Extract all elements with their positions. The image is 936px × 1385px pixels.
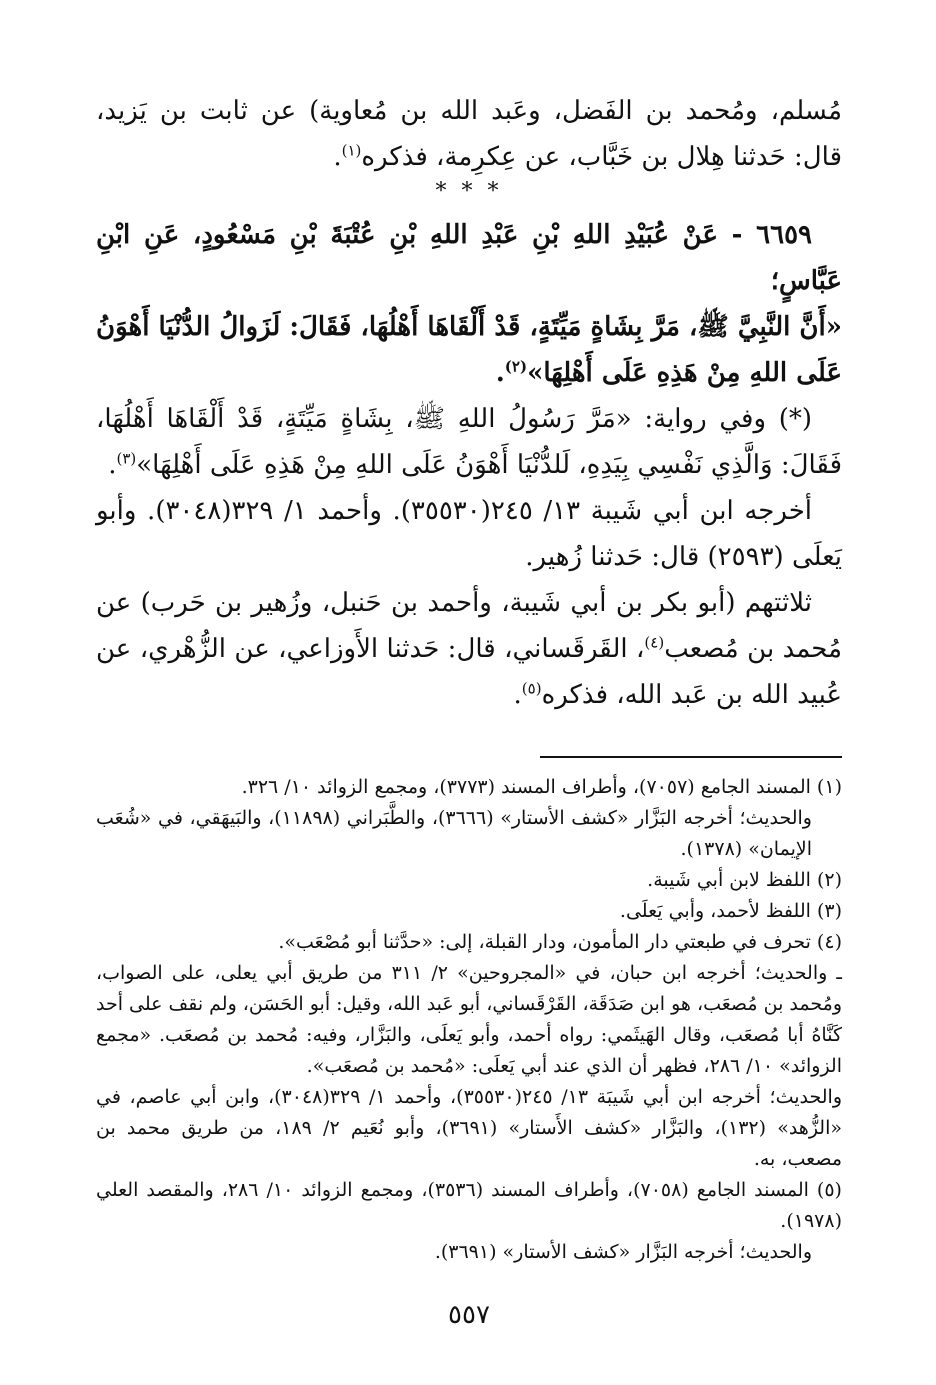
isnad-part-a: ثلاثتهم (أبو بكر بن أبي شَيبة، وأحمد بن حَنبل، وزُهير بن حَرب) عن مُحمد بن مُصعب <box>96 588 842 664</box>
hadith-text: «أَنَّ النَّبِيَّ ﷺ، مَرَّ بِشَاةٍ مَيِّتَةٍ، قَدْ أَلْقَاهَا أَهْلُهَا، فَقَالَ: لَزَوالُ الدُّنْيَا أَهْوَنُ عَلَى اللهِ مِنْ هَذِهِ عَلَى أَهْلِهَا»$^{(٢)}$. <box>96 312 842 388</box>
footnote-separator <box>540 756 842 758</box>
footnote-ref-2: (٢) <box>504 357 528 376</box>
footnote-ref-1: (١) <box>341 141 362 160</box>
section-divider-stars: * * * <box>435 179 503 204</box>
footnote-4: (٤) تحرف في طبعتي دار المأمون، ودار القبلة، إلى: «حدَّثنا أبو مُصْعَب». <box>278 931 842 953</box>
footnote-ref-4: (٤) <box>644 633 665 652</box>
footnote-ref-5: (٥) <box>521 679 542 698</box>
variant-text: (*) وفي رواية: «مَرَّ رَسُولُ اللهِ ﷺ، بِشَاةٍ مَيِّتَةٍ، قَدْ أَلْقَاهَا أَهْلُهَا، فَقَالَ: وَالَّذِي نَفْسِي بِيَدِهِ، لَلدُّنْيَا أَهْوَنُ عَلَى اللهِ مِنْ هَذِهِ عَلَى أَهْلِهَا» <box>96 404 842 480</box>
main-text <box>96 88 842 718</box>
intro-paragraph: مُسلم، ومُحمد بن الفَضل، وعَبد الله بن مُعاوية) عن ثابت بن يَزيد، قال: حَدثنا هِلال بن خَبَّاب، عن عِكرِمة، فذكره$^{(١)}$. <box>96 96 842 172</box>
footnote-2: (٢) اللفظ لابن أبي شَيبة. <box>647 869 842 891</box>
hadith-body: «أَنَّ النَّبِيَّ ﷺ، مَرَّ بِشَاةٍ مَيِّتَةٍ، قَدْ أَلْقَاهَا أَهْلُهَا، فَقَالَ: لَزَوالُ الدُّنْيَا أَهْوَنُ عَلَى اللهِ مِنْ هَذِهِ عَلَى أَهْلِهَا» <box>96 312 842 388</box>
isnad-end: . <box>513 680 522 710</box>
footnote-1: (١) المسند الجامع (٧٠٥٧)، وأطراف المسند (٣٧٧٣)، ومجمع الزوائد ١٠/ ٣٢٦. <box>241 776 842 798</box>
isnad-part-b: ، القَرقَساني، قال: حَدثنا الأَوزاعي، عن الزُّهْري، عن عُبيد الله بن عَبد الله، فذكره <box>96 634 842 710</box>
footnote-4-takhrij: والحديث؛ أخرجه ابن أبي شَيبَة ١٣/ ٢٤٥(٣٥٥٣٠)، وأحمد ١/ ٣٢٩(٣٠٤٨)، وابن أبي عاصم، في «الزُّهد» (١٣٢)، والبَزَّار «كشف الأَستار» (٣٦٩١)، وأبو نُعَيم ٢/ ١٨٩، من طريق محمد بن مصعب، به. <box>96 1086 843 1170</box>
footnote-ref-3: (٣) <box>116 449 137 468</box>
variant-narration: (*) وفي رواية: «مَرَّ رَسُولُ اللهِ ﷺ، بِشَاةٍ مَيِّتَةٍ، قَدْ أَلْقَاهَا أَهْلُهَا، فَقَالَ: وَالَّذِي نَفْسِي بِيَدِهِ، لَلدُّنْيَا أَهْوَنُ عَلَى اللهِ مِنْ هَذِهِ عَلَى أَهْلِهَا»$^{(٣)}$. <box>96 404 842 480</box>
page-number: ٥٥٧ <box>448 1300 490 1330</box>
footnote-4-continuation: ـ والحديث؛ أخرجه ابن حبان، في «المجروحين» ٢/ ٣١١ من طريق أبي يعلى، على الصواب، ومُحمد بن مُصعَب، هو ابن صَدَقَة، القَرْقَساني، أبو عَبد الله، وقيل: أبو الحَسَن، ولم نقف على أحد كَنَّاهُ أبا مُصعَب، وقال الهَيثَمي: رواه أحمد، وأبو يَعلَى، والبَزَّار، وفيه: مُحمد بن مُصعَب. «مجمع الزوائد» ١٠/ ٢٨٦، فظهر أن الذي عند أبي يَعلَى: «مُحمد بن مُصعَب». <box>96 962 842 1077</box>
book-page <box>96 88 842 1330</box>
footnote-5: (٥) المسند الجامع (٧٠٥٨)، وأطراف المسند (٣٥٣٦)، ومجمع الزوائد ١٠/ ٢٨٦، والمقصد العلي (١٩٧٨). <box>96 1179 842 1232</box>
intro-text: مُسلم، ومُحمد بن الفَضل، وعَبد الله بن مُعاوية) عن ثابت بن يَزيد، قال: حَدثنا هِلال بن خَبَّاب، عن عِكرِمة، فذكره <box>96 96 842 172</box>
takhrij-paragraph: أخرجه ابن أبي شَيبة ١٣/ ٢٤٥(٣٥٥٣٠). وأحمد ١/ ٣٢٩(٣٠٤٨). وأبو يَعلَى (٢٥٩٣) قال: حَدثنا زُهير. <box>96 496 842 572</box>
footnote-5-continuation: والحديث؛ أخرجه البَزَّار «كشف الأستار» (٣٦٩١). <box>434 1241 812 1263</box>
isnad-paragraph <box>96 580 842 718</box>
hadith-number-line: ٦٦٥٩ - عَنْ عُبَيْدِ اللهِ بْنِ عَبْدِ اللهِ بْنِ عُتْبَةَ بْنِ مَسْعُودٍ، عَنِ ابْنِ عَبَّاسٍ؛ <box>96 220 842 296</box>
footnote-3: (٣) اللفظ لأحمد، وأبي يَعلَى. <box>619 900 842 922</box>
footnote-1-continuation: والحديث؛ أخرجه البَزَّار «كشف الأستار» (٣٦٦٦)، والطَّبَراني (١١٨٩٨)، والبَيهَقي، في «شُعَب الإيمان» (١٣٧٨). <box>96 807 812 860</box>
footnotes <box>96 772 842 1268</box>
footnote-separator-wrap <box>96 756 842 758</box>
